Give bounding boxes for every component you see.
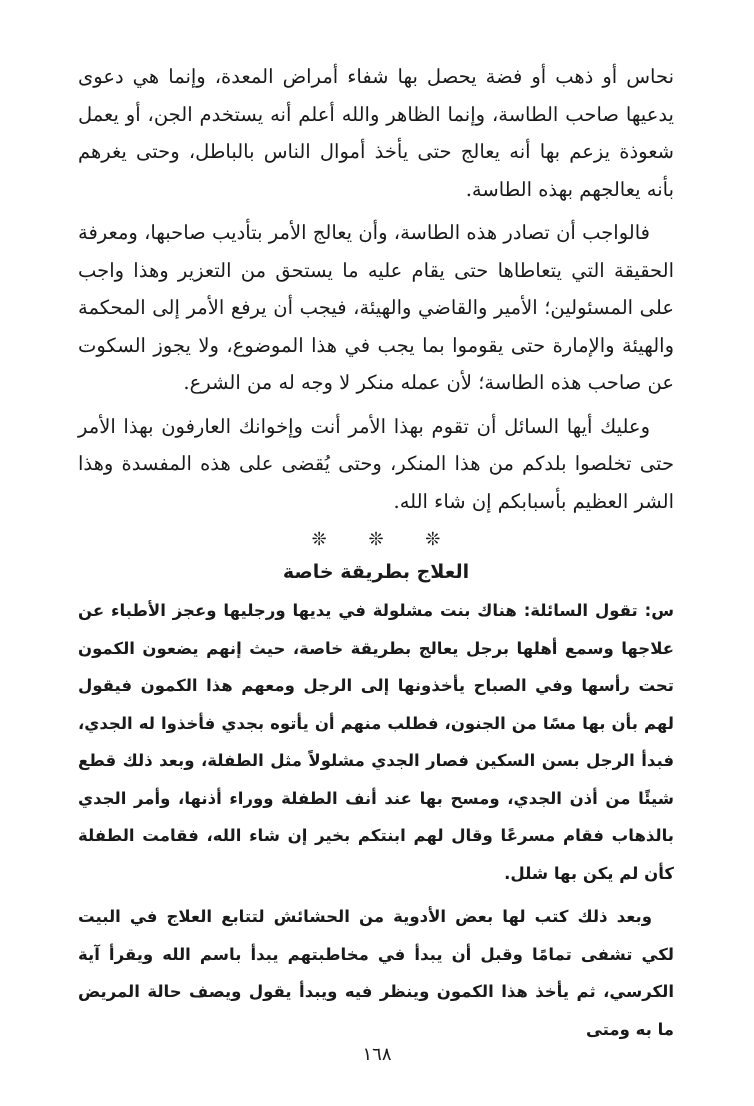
section-separator <box>78 526 674 554</box>
page-content <box>78 58 674 1054</box>
separator-star-icon: ❊ <box>368 529 384 550</box>
question-paragraph-1: س: تقول السائلة: هناك بنت مشلولة في يديها ورجليها وعجز الأطباء عن علاجها وسمع أهلها برجل يعالج بطريقة خاصة، حيث إنهم يضعون الكمون تحت رأسها وفي الصباح يأخذونها إلى الرجل ومعهم هذا الكمون فيقول لهم بأن بها مسًا من الجنون، فطلب منهم أن يأتوه بجدي فأخذوا له الجدي، فبدأ الرجل بسن السكين فصار الجدي مشلولاً مثل الطفلة، وبعد ذلك قطع شيئًا من أذن الجدي، ومسح بها عند أنف الطفلة ووراء أذنها، وأمر الجدي بالذهاب فقام مسرعًا وقال لهم ابنتكم بخير إن شاء الله، فقامت الطفلة كأن لم يكن بها شلل. <box>78 601 674 883</box>
question-paragraph-2: وبعد ذلك كتب لها بعض الأدوية من الحشائش لتتابع العلاج في البيت لكي تشفى تمامًا وقبل أن يبدأ في مخاطبتهم يبدأ باسم الله ويقرأ آية الكرسي، ثم يأخذ هذا الكمون وينظر فيه ويبدأ يقول ويصف حالة المريض ما به ومتى <box>78 907 674 1039</box>
separator-star-icon: ❊ <box>311 529 327 550</box>
separator-star-icon: ❊ <box>425 529 441 550</box>
body-paragraph-1: نحاس أو ذهب أو فضة يحصل بها شفاء أمراض المعدة، وإنما هي دعوى يدعيها صاحب الطاسة، وإنما الظاهر والله أعلم أنه يستخدم الجن، أو يعمل شعوذة يزعم بها أنه يعالج حتى يأخذ أموال الناس بالباطل، وحتى يغرهم بأنه يعالجهم بهذه الطاسة. <box>78 65 674 201</box>
section-heading: العلاج بطريقة خاصة <box>282 561 470 583</box>
page-number: ١٦٨ <box>362 1044 392 1065</box>
body-paragraph-3: وعليك أيها السائل أن تقوم بهذا الأمر أنت وإخوانك العارفون بهذا الأمر حتى تخلصوا بلدكم من هذا المنكر، وحتى يُقضى على هذه المفسدة وهذا الشر العظيم بأسبابكم إن شاء الله. <box>78 414 674 513</box>
body-paragraph-2: فالواجب أن تصادر هذه الطاسة، وأن يعالج الأمر بتأديب صاحبها، ومعرفة الحقيقة التي يتعاطاها حتى يقام عليه ما يستحق من التعزير وهذا واجب على المسئولين؛ الأمير والقاضي والهيئة، فيجب أن يرفع الأمر إلى المحكمة والهيئة والإمارة حتى يقوموا بما يجب في هذا الموضوع، ولا يجوز السكوت عن صاحب هذه الطاسة؛ لأن عمله منكر لا وجه له من الشرع. <box>78 221 674 394</box>
